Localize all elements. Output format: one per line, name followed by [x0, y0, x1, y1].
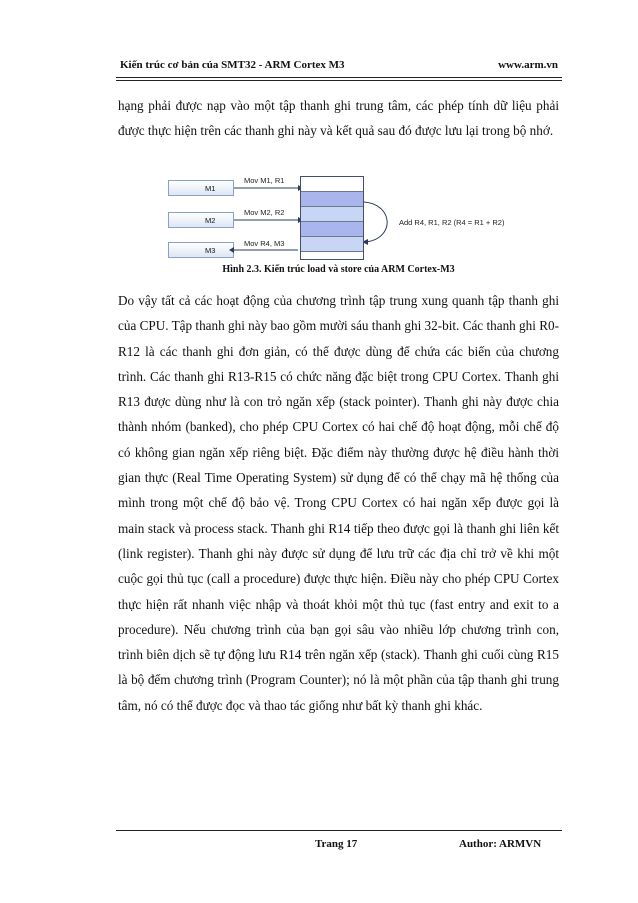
- register-cell: [301, 207, 363, 222]
- load-store-diagram: [168, 172, 528, 262]
- register-cell-r1: [301, 192, 363, 207]
- paragraph-intro: hạng phải được nạp vào một tập thanh ghi trung tâm, các phép tính dữ liệu phải được thực hiện trên các thanh ghi này và kết quả sau đó được lưu lại trong bộ nhớ.: [118, 98, 559, 139]
- register-cell: [301, 177, 363, 192]
- memory-box-m1: M1: [168, 180, 234, 196]
- footer-divider: [116, 830, 562, 831]
- register-bank: [300, 176, 364, 260]
- page-number: Trang 17: [315, 838, 358, 850]
- arrow-add-operation: [364, 202, 387, 242]
- memory-box-m3: M3: [168, 242, 234, 258]
- header-divider-secondary: [116, 80, 562, 81]
- footer-author: Author: ARMVN: [459, 838, 542, 850]
- instruction-label-3: Mov R4, M3: [244, 239, 285, 248]
- register-cell-r2: [301, 222, 363, 237]
- page-header: [116, 56, 562, 76]
- operation-label: Add R4, R1, R2 (R4 = R1 + R2): [399, 218, 505, 227]
- memory-box-m2: M2: [168, 212, 234, 228]
- instruction-label-1: Mov M1, R1: [244, 176, 285, 185]
- paragraph-registers: Do vậy tất cả các hoạt động của chương trình tập trung xung quanh tập thanh ghi của CPU. Tập thanh ghi này bao gồm mười sáu thanh ghi 32-bit. Các thanh ghi R0-R12 là các thanh ghi đơn giản, có thể được dùng để chứa các biến của chương trình. Các thanh ghi R13-R15 có chức năng đặc biệt trong CPU Cortex. Thanh ghi R13 được dùng như là con trỏ ngăn xếp (stack pointer). Thanh ghi này được chia thành nhóm (banked), cho phép CPU Cortex có hai chế độ hoạt động, mỗi chế độ có không gian ngăn xếp riêng biệt. Đặc điểm này thường được hệ điều hành thời gian thực (Real Time Operating System) sử dụng để có thể chạy mã hệ thống của mình trong một chế độ bảo vệ. Trong CPU Cortex có hai ngăn xếp được gọi là main stack và process stack. Thanh ghi R14 tiếp theo được gọi là thanh ghi liên kết (link register). Thanh ghi này được sử dụng để lưu trữ các địa chỉ trở về khi một cuộc gọi thủ tục (call a procedure) được thực hiện. Điều này cho phép CPU Cortex thực hiện rất nhanh việc nhập và thoát khỏi một thủ tục (fast entry and exit to a procedure). Nếu chương trình của bạn gọi sâu vào nhiều lớp chương trình con, trình biên dịch sẽ tự động lưu R14 trên ngăn xếp (stack). Thanh ghi cuối cùng R15 là bộ đếm chương trình (Program Counter); nó là một phần của tập thanh ghi trung tâm, nó có thể được đọc và thao tác giống như bất kỳ thanh ghi khác.: [118, 293, 559, 713]
- header-website: www.arm.vn: [498, 59, 558, 71]
- instruction-label-2: Mov M2, R2: [244, 208, 285, 217]
- figure-caption: Hình 2.3. Kiến trúc load và store của ARM Cortex-M3: [222, 264, 455, 275]
- register-cell: [301, 237, 363, 252]
- header-divider: [116, 77, 562, 78]
- header-title: Kiến trúc cơ bản của SMT32 - ARM Cortex M3: [120, 59, 345, 71]
